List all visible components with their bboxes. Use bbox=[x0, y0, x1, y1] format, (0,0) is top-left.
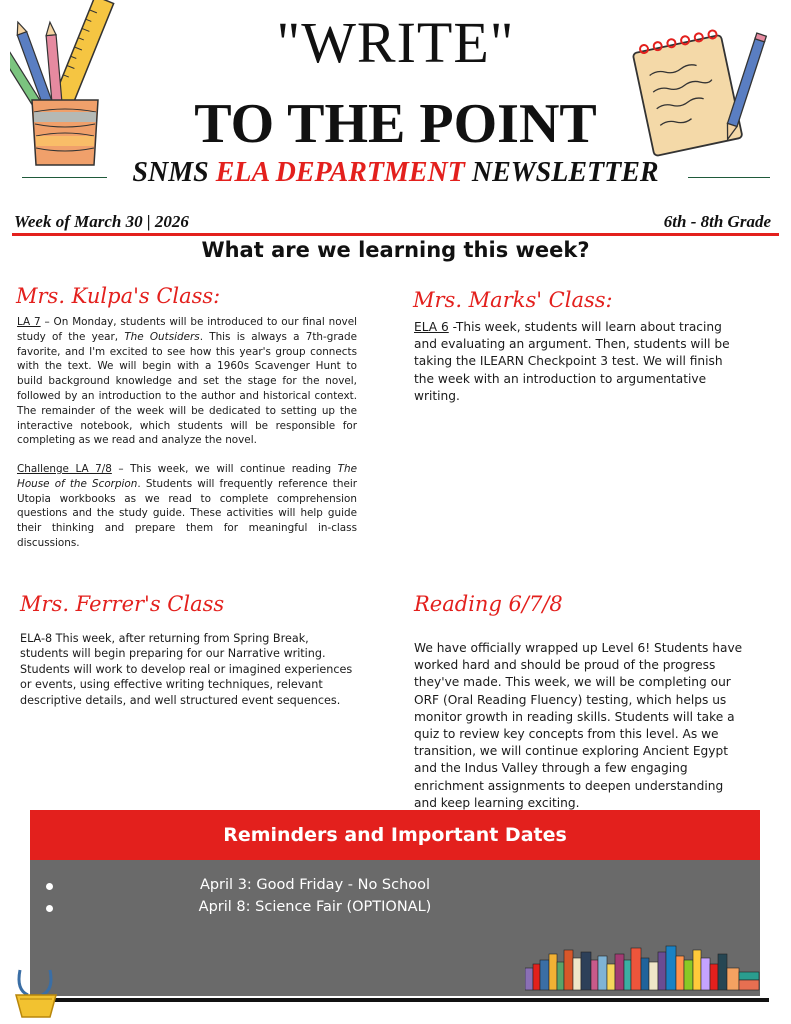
bullet-icon bbox=[46, 905, 53, 912]
reminder-item: April 3: Good Friday - No School bbox=[199, 877, 431, 893]
challenge-la-link[interactable]: Challenge LA 7/8 bbox=[17, 463, 112, 475]
footer-rule bbox=[30, 998, 769, 1002]
marks-heading: Mrs. Marks' Class: bbox=[413, 288, 613, 312]
kulpa-paragraph-1: LA 7 – On Monday, students will be introduced to our final novel study of the year, The Outsiders. This is always a 7th-grade favorite, and I'm excited to see how this year's group connects with the text. We will begin with a 1960s Scavenger Hunt to build background knowledge and set the stage for the novel, followed by an introduction to the author and historical context. The remainder of the week will be dedicated to setting up the interactive notebook, which students will be responsible for completing as we read and analyze the novel. bbox=[17, 316, 357, 447]
reminder-item: April 8: Science Fair (OPTIONAL) bbox=[198, 899, 432, 915]
kulpa-heading: Mrs. Kulpa's Class: bbox=[16, 284, 221, 308]
bullet-icon bbox=[46, 883, 53, 890]
reminders-title: Reminders and Important Dates bbox=[223, 824, 567, 846]
divider-right bbox=[688, 177, 770, 178]
books-row-icon bbox=[525, 942, 760, 992]
newsletter-title-line2: TO THE POINT bbox=[194, 93, 597, 155]
kulpa-paragraph-2: Challenge LA 7/8 – This week, we will continue reading The House of the Scorpion. Students will frequently reference their Utopia workbooks as we read to complete comprehension questions and the study guide. These activities will help guide their thinking and prepare them for meaningful in-class discussions. bbox=[17, 463, 358, 549]
la7-link[interactable]: LA 7 bbox=[17, 316, 41, 328]
reading-paragraph: We have officially wrapped up Level 6! Students have worked hard and should be proud of the progress they've made. This week, we will be completing our ORF (Oral Reading Fluency) testing, which helps us monitor growth in reading skills. Students will take a quiz to review key concepts from this level. As we transition, we will continue exploring Ancient Egypt and the Indus Valley through a few engaging enrichment assignments to deepen understanding and keep learning exciting. bbox=[414, 641, 743, 810]
week-label: Week of March 30 | 2026 bbox=[14, 212, 189, 231]
ferrer-paragraph: ELA-8 This week, after returning from Spring Break, students will begin preparing for our Narrative writing. Students will work to develop real or imagined experiences or events, using effective writing techniques, relevant descriptive details, and well structured event sequences. bbox=[20, 632, 353, 707]
grade-label: 6th - 8th Grade bbox=[663, 212, 771, 231]
marks-paragraph: ELA 6 -This week, students will learn about tracing and evaluating an argument. Then, students will be taking the ILEARN Checkpoint 3 test. We will finish the week with an introduction to argumentative writing. bbox=[414, 320, 730, 403]
ferrer-heading: Mrs. Ferrer's Class bbox=[20, 592, 225, 616]
header-rule bbox=[12, 233, 779, 236]
reading-heading: Reading 6/7/8 bbox=[414, 592, 563, 616]
ela6-link[interactable]: ELA 6 bbox=[414, 320, 449, 334]
binder-clip-icon bbox=[10, 965, 62, 1020]
newsletter-title-line1: "WRITE" bbox=[276, 10, 515, 75]
newsletter-subtitle: SNMS ELA DEPARTMENT NEWSLETTER bbox=[132, 157, 659, 188]
divider-left bbox=[22, 177, 107, 178]
section-heading: What are we learning this week? bbox=[201, 238, 590, 262]
